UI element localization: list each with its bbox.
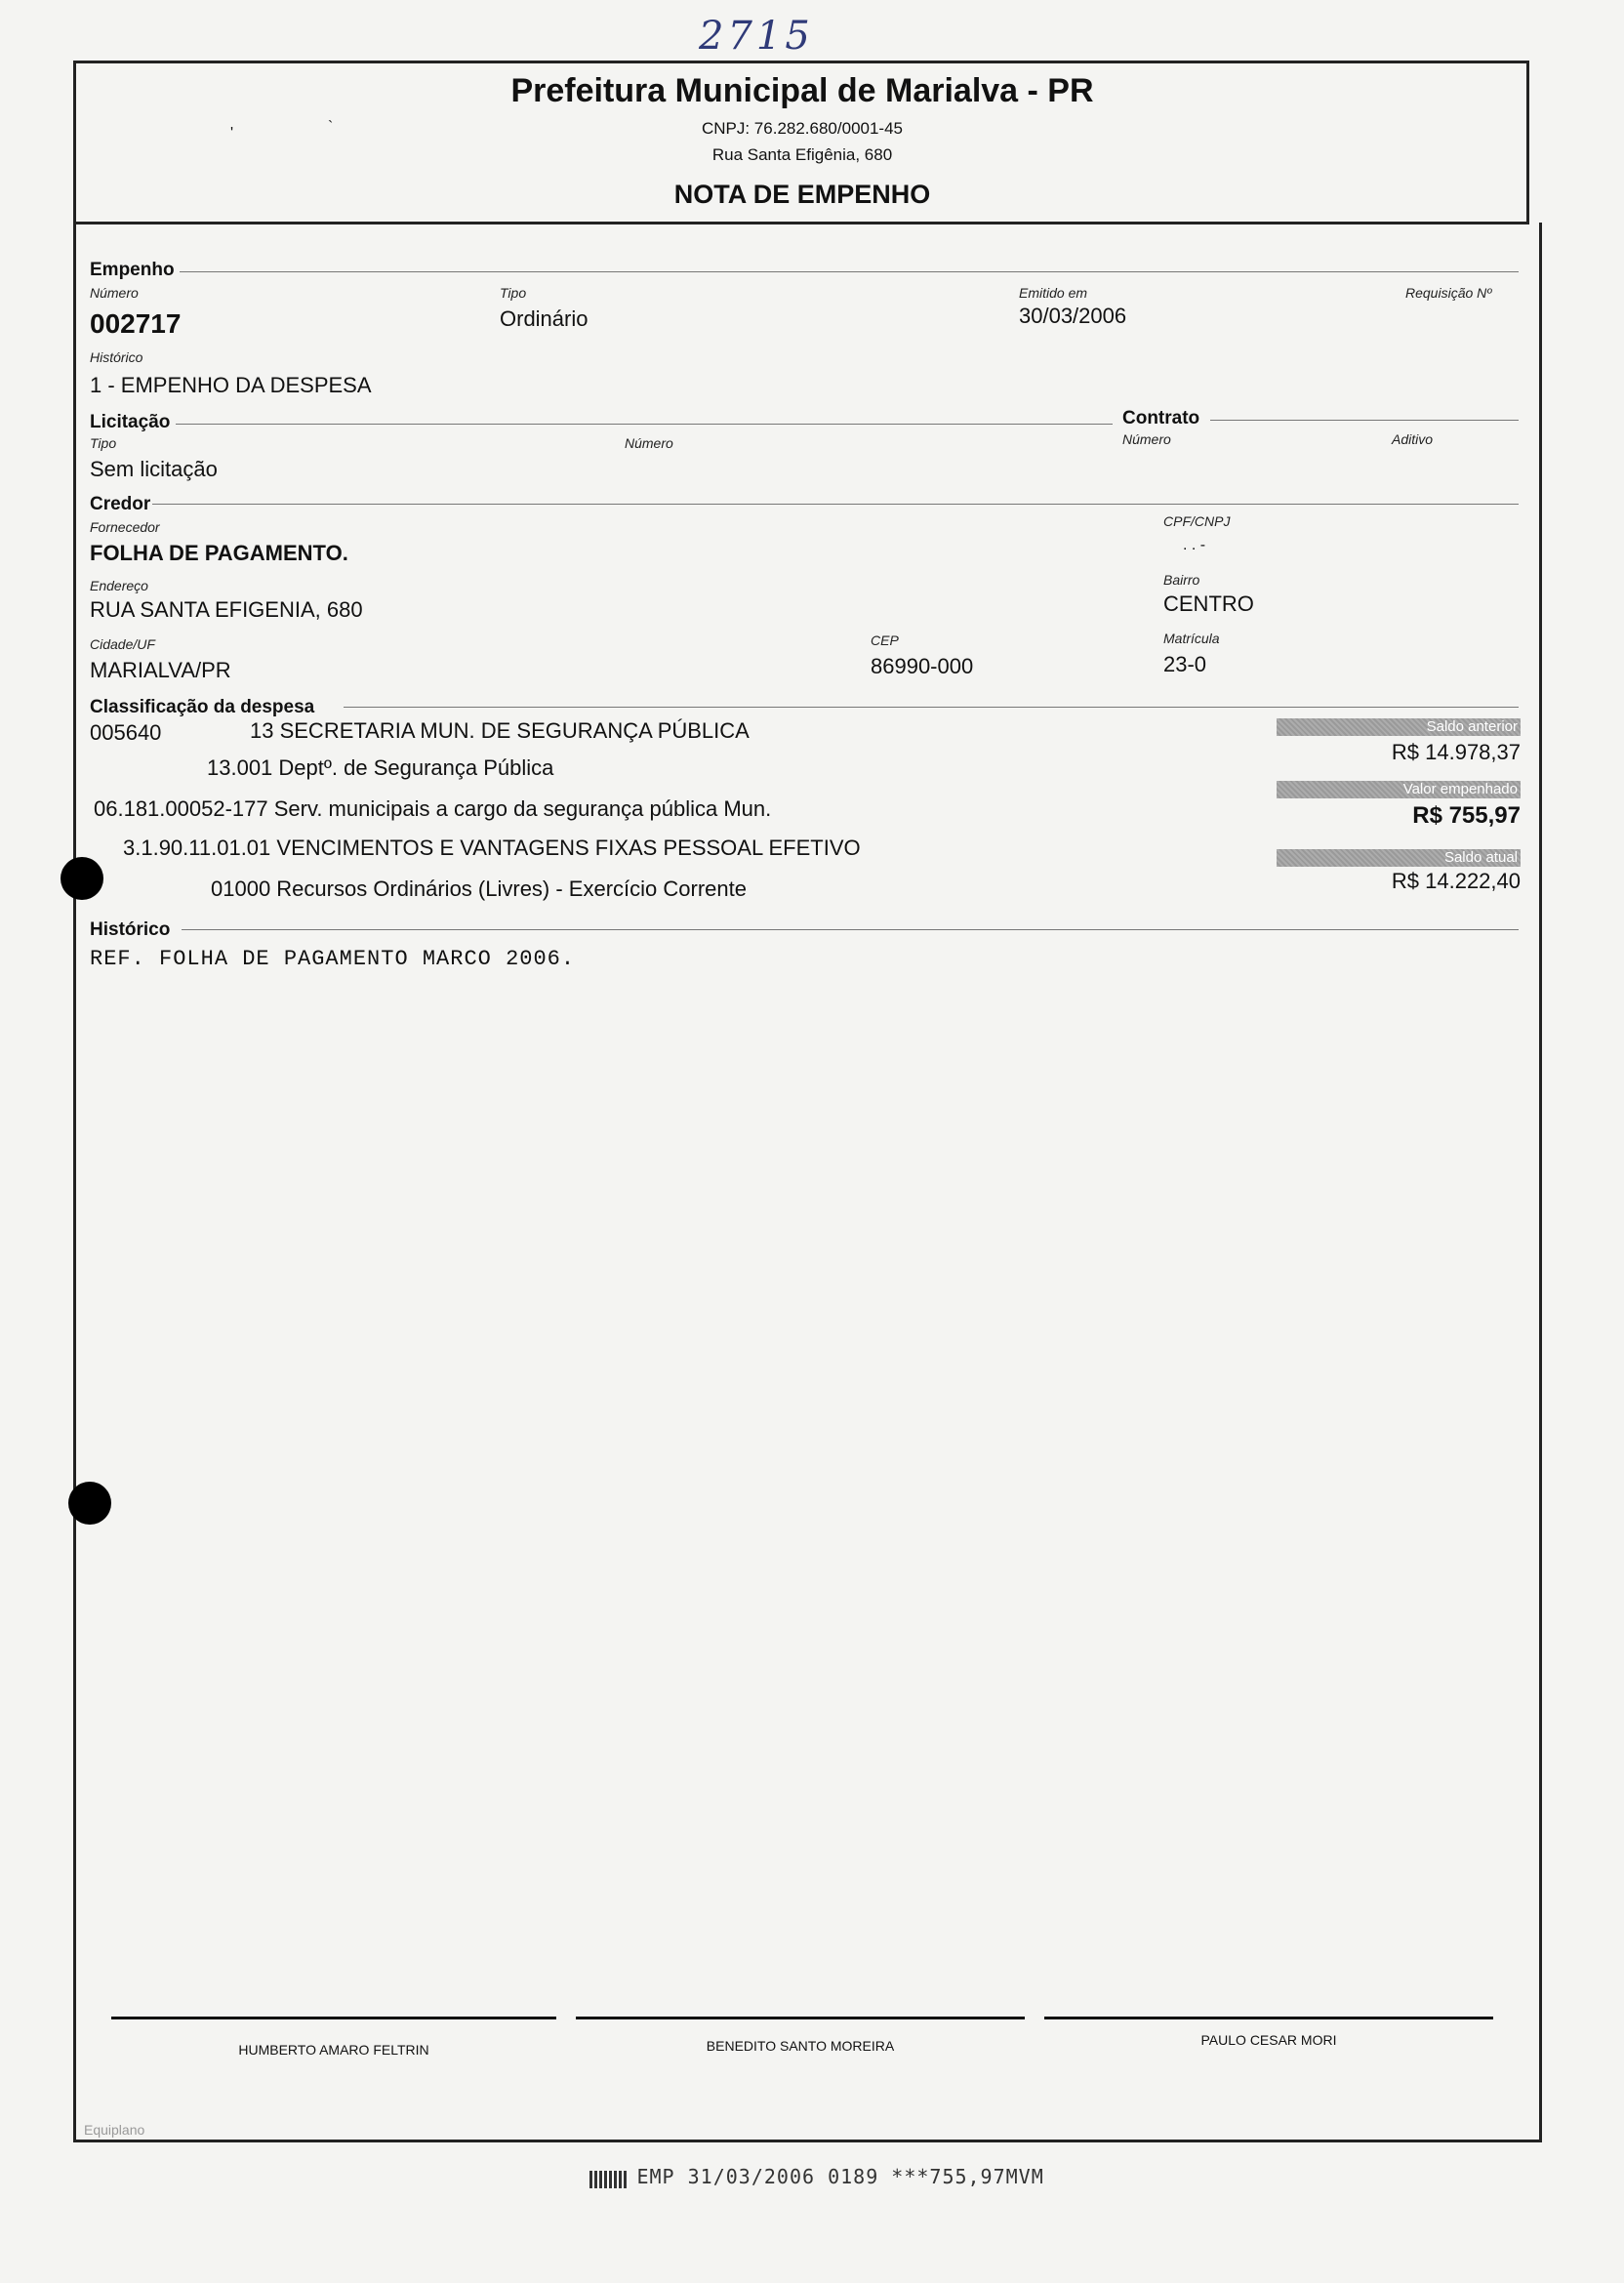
section-credor: Credor xyxy=(90,494,151,514)
licitacao-tipo-label: Tipo xyxy=(90,435,117,451)
section-classificacao: Classificação da despesa xyxy=(90,697,315,717)
fornecedor-label: Fornecedor xyxy=(90,519,160,535)
historico-text: REF. FOLHA DE PAGAMENTO MARCO 2006. xyxy=(90,947,576,971)
divider xyxy=(180,271,1519,272)
licitacao-numero-label: Número xyxy=(625,435,673,451)
saldo-atual-label: Saldo atual xyxy=(1277,849,1521,867)
stamp-text: EMP 31/03/2006 0189 ***755,97MVM xyxy=(636,2165,1044,2188)
signatory-2: BENEDITO SANTO MOREIRA xyxy=(706,2038,895,2054)
saldo-atual-value: R$ 14.222,40 xyxy=(1391,869,1521,893)
cpf-value: . . - xyxy=(1183,537,1206,553)
stamp-logo-icon xyxy=(589,2171,629,2188)
classificacao-line-3: 06.181.00052-177 Serv. municipais a cargo da segurança pública Mun. xyxy=(94,796,772,821)
section-contrato: Contrato xyxy=(1122,408,1200,428)
matricula-value: 23-0 xyxy=(1163,652,1207,676)
matricula-label: Matrícula xyxy=(1163,631,1220,646)
contrato-numero-label: Número xyxy=(1122,431,1171,447)
signature-line xyxy=(111,2017,556,2019)
cidade-label: Cidade/UF xyxy=(90,636,155,652)
saldo-anterior-label: Saldo anterior xyxy=(1277,718,1521,736)
classificacao-line-4: 3.1.90.11.01.01 VENCIMENTOS E VANTAGENS FIXAS PESSOAL EFETIVO xyxy=(123,836,861,860)
organization-name: Prefeitura Municipal de Marialva - PR xyxy=(510,72,1094,109)
bairro-label: Bairro xyxy=(1163,572,1200,588)
cep-label: CEP xyxy=(871,632,899,648)
section-historico: Histórico xyxy=(90,919,171,940)
licitacao-tipo-value: Sem licitação xyxy=(90,457,218,481)
cpf-label: CPF/CNPJ xyxy=(1163,513,1231,529)
tipo-value: Ordinário xyxy=(500,306,589,331)
historico-label: Histórico xyxy=(90,349,143,365)
signatory-3: PAULO CESAR MORI xyxy=(1200,2032,1337,2048)
emitido-label: Emitido em xyxy=(1019,285,1088,301)
handwritten-page-number: 2715 xyxy=(699,14,814,59)
signature-line xyxy=(1044,2017,1493,2019)
document-title: NOTA DE EMPENHO xyxy=(673,180,931,209)
endereco-value: RUA SANTA EFIGENIA, 680 xyxy=(90,597,363,622)
authentication-stamp xyxy=(589,2165,1044,2188)
divider xyxy=(176,424,1113,425)
emitido-value: 30/03/2006 xyxy=(1019,304,1127,328)
historico-value: 1 - EMPENHO DA DESPESA xyxy=(90,373,372,397)
endereco-label: Endereço xyxy=(90,578,148,593)
divider xyxy=(344,707,1519,708)
requisicao-label: Requisição Nº xyxy=(1405,285,1492,301)
classificacao-code: 005640 xyxy=(90,720,162,745)
bairro-value: CENTRO xyxy=(1163,591,1254,616)
footer-brand: Equiplano xyxy=(84,2122,145,2138)
cidade-value: MARIALVA/PR xyxy=(90,658,231,682)
cnpj: CNPJ: 76.282.680/0001-45 xyxy=(701,119,904,138)
section-licitacao: Licitação xyxy=(90,412,171,432)
divider xyxy=(1210,420,1519,421)
main-frame xyxy=(73,223,1542,2142)
punch-hole xyxy=(68,1482,111,1525)
divider xyxy=(152,504,1519,505)
contrato-aditivo-label: Aditivo xyxy=(1392,431,1434,447)
cep-value: 86990-000 xyxy=(871,654,974,678)
fornecedor-value: FOLHA DE PAGAMENTO. xyxy=(90,541,348,565)
classificacao-line-1: 13 SECRETARIA MUN. DE SEGURANÇA PÚBLICA xyxy=(250,718,750,743)
signature-line xyxy=(576,2017,1025,2019)
tipo-label: Tipo xyxy=(500,285,527,301)
empenho-number: 002717 xyxy=(90,308,182,339)
numero-label: Número xyxy=(90,285,139,301)
classificacao-line-5: 01000 Recursos Ordinários (Livres) - Exercício Corrente xyxy=(211,877,747,901)
scan-mark: ` xyxy=(328,119,334,136)
address: Rua Santa Efigênia, 680 xyxy=(711,145,893,164)
valor-empenhado-value: R$ 755,97 xyxy=(1412,802,1521,829)
signatory-1: HUMBERTO AMARO FELTRIN xyxy=(238,2042,429,2058)
valor-empenhado-label: Valor empenhado xyxy=(1277,781,1521,798)
classificacao-line-2: 13.001 Deptº. de Segurança Pública xyxy=(207,755,554,780)
section-empenho: Empenho xyxy=(90,260,175,280)
punch-hole xyxy=(61,857,103,900)
divider xyxy=(182,929,1519,930)
saldo-anterior-value: R$ 14.978,37 xyxy=(1391,740,1521,764)
scan-mark: ' xyxy=(230,125,234,142)
